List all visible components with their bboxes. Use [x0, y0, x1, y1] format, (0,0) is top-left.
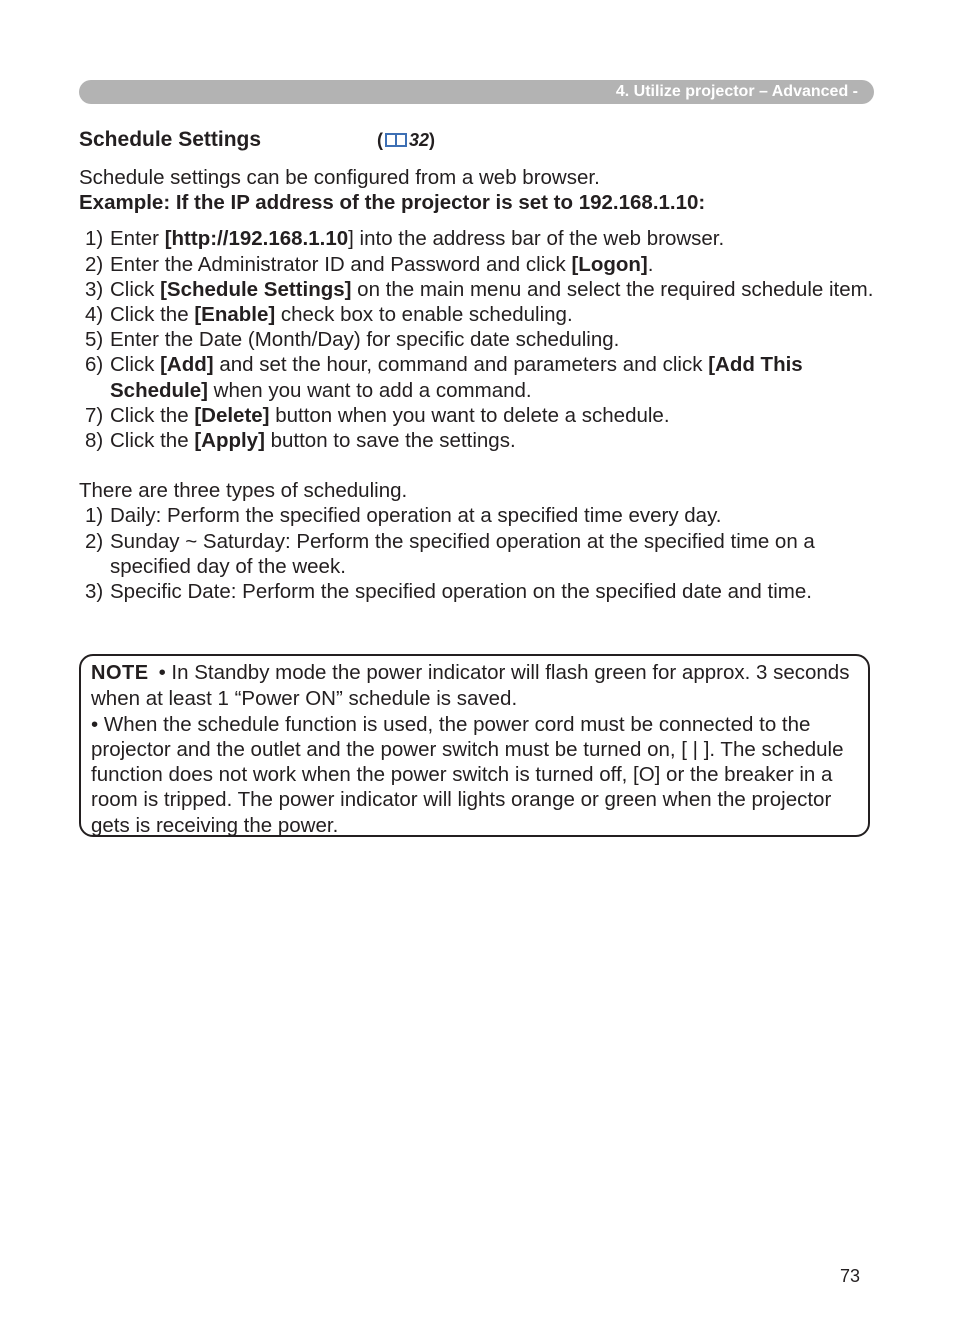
note-box: [79, 654, 870, 837]
step-number: 7): [85, 403, 104, 427]
step-number: 1): [85, 227, 104, 251]
type-text: Sunday ~ Saturday: Perform the specified operation at the specified time on a specified day of the week.: [110, 529, 815, 578]
list-item: [79, 252, 879, 277]
note-label: NOTE: [91, 662, 149, 684]
step-keyword: [Add]: [160, 353, 214, 377]
section-header-bar: [79, 80, 874, 104]
list-item: [79, 503, 879, 528]
type-number: 3): [85, 580, 104, 604]
step-text: on the main menu and select the required schedule item.: [351, 277, 874, 301]
step-text: Click the: [110, 403, 195, 427]
step-text: button to save the settings.: [264, 429, 516, 453]
step-text: Enter: [110, 227, 165, 251]
step-text: Click the: [110, 303, 195, 327]
step-number: 5): [85, 328, 104, 352]
title-row: [79, 126, 874, 154]
spacer: [79, 453, 879, 478]
step-text: when you want to add a command.: [207, 378, 532, 402]
section-header-text: 4. Utilize projector – Advanced -: [615, 83, 858, 100]
step-number: 2): [85, 252, 104, 276]
intro-line: Schedule settings can be configured from a web browser.: [79, 166, 600, 189]
list-item: [79, 529, 879, 579]
step-keyword: [Schedule Settings]: [160, 277, 352, 301]
page-number: 73: [839, 1266, 860, 1286]
step-text: .: [647, 252, 654, 276]
step-number: 8): [85, 429, 104, 453]
list-item: [79, 352, 879, 402]
note-paragraph: [91, 660, 858, 712]
step-text: Enter the Date (Month/Day) for specific date scheduling.: [110, 328, 620, 352]
types-intro: There are three types of scheduling.: [79, 479, 408, 503]
step-number: 4): [85, 303, 104, 327]
type-text: Daily: Perform the specified operation at a specified time every day.: [110, 504, 722, 528]
page-title: Schedule Settings: [79, 128, 262, 151]
note-text: • In Standby mode the power indicator will flash green for approx. 3 seconds when at least 1 “Power ON” schedule is saved.: [91, 661, 850, 711]
step-text: and set the hour, command and parameters and click: [213, 353, 709, 377]
ref-open: (: [377, 130, 383, 150]
list-item: [79, 277, 879, 302]
list-item: [79, 403, 879, 428]
step-number: 6): [85, 353, 104, 377]
step-text: button when you want to delete a schedule.: [269, 403, 670, 427]
step-text: ] into the address bar of the web browser.: [348, 227, 725, 251]
list-item: [79, 579, 879, 604]
step-text: Click: [110, 277, 161, 301]
list-item: [79, 226, 879, 251]
step-text: Enter the Administrator ID and Password and click: [110, 252, 572, 276]
page-reference[interactable]: [377, 128, 435, 152]
step-keyword: [Delete]: [194, 403, 270, 427]
step-keyword: [http://192.168.1.10: [164, 227, 349, 251]
step-text: Click the: [110, 429, 195, 453]
ref-close: ): [429, 130, 436, 150]
type-number: 1): [85, 504, 104, 528]
step-keyword: [Enable]: [194, 303, 276, 327]
steps-list: [79, 226, 879, 453]
note-paragraph: • When the schedule function is used, the power cord must be connected to the projector and the outlet and the power switch must be turned on, [ | ]. The schedule function does not work when the power switch is turned off, [O] or the breaker in a room is tripped. The power indicator will lights orange or green when the projector gets is receiving the power.: [91, 712, 844, 837]
step-text: check box to enable scheduling.: [275, 303, 573, 327]
step-keyword: [Apply]: [194, 429, 265, 453]
list-item: [79, 327, 879, 352]
types-list: [79, 503, 879, 604]
ref-page-number: 32: [409, 130, 430, 150]
step-number: 3): [85, 277, 104, 301]
book-icon: [384, 132, 408, 148]
step-text: Click: [110, 353, 161, 377]
main-content: [79, 165, 879, 604]
type-number: 2): [85, 529, 104, 553]
step-keyword: [Logon]: [571, 252, 648, 276]
type-text: Specific Date: Perform the specified operation on the specified date and time.: [110, 580, 812, 604]
list-item: [79, 428, 879, 453]
example-line: Example: If the IP address of the projector is set to 192.168.1.10:: [79, 191, 706, 215]
step-keyword: [Add This Schedule]: [110, 353, 803, 402]
list-item: [79, 302, 879, 327]
